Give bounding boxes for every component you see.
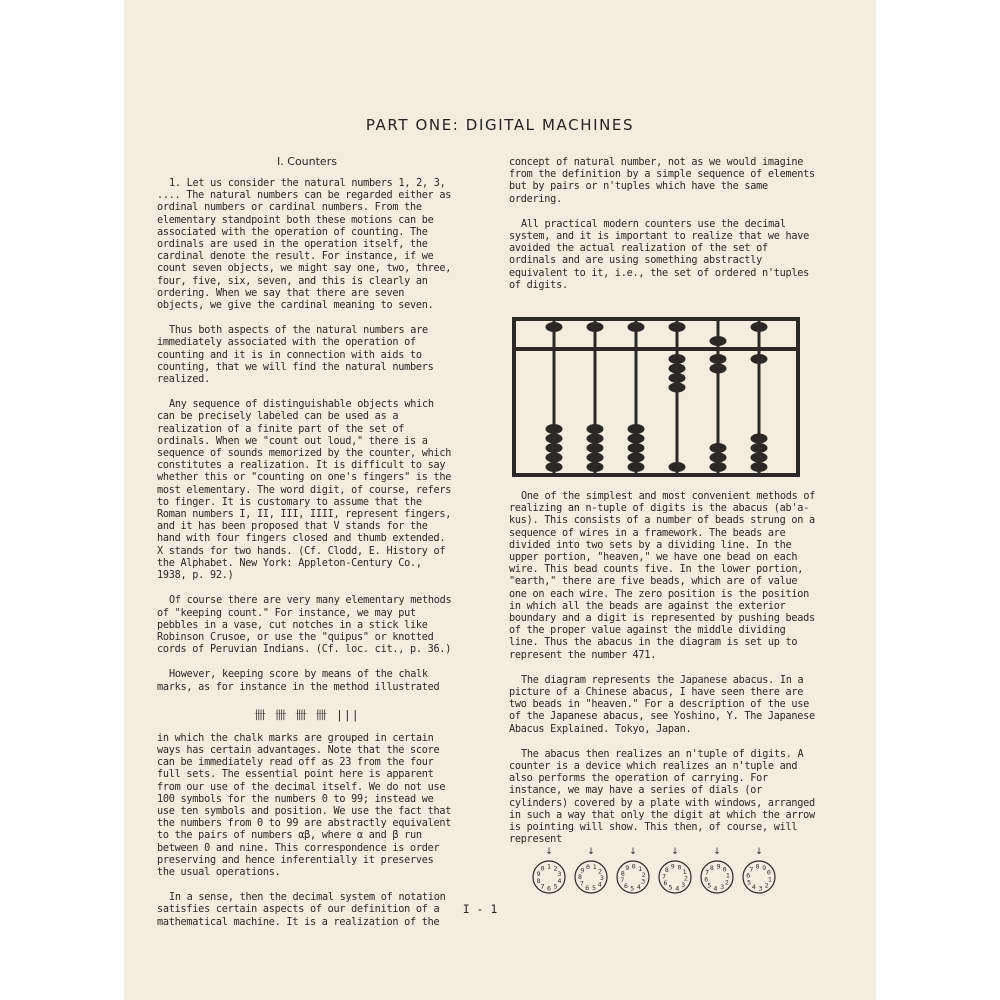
- paragraph: In a sense, then the decimal system of notation satisfies certain aspects of our definition of a mathematical machine. It is a realization of the: [157, 892, 446, 928]
- dial-digit: 0: [722, 865, 727, 874]
- earth-bead: [587, 462, 604, 472]
- dial-digit: 6: [746, 871, 751, 880]
- dial-digit: 2: [724, 878, 729, 887]
- right-column-lower: [509, 491, 819, 859]
- paragraph: The diagram represents the Japanese abacus. In a picture of a Chinese abacus, I have seen there are two beads in "heaven." For a description of the use of the Japanese abacus, see Yoshino, Y. The Japanese Abacus Explained. Tokyo, Japan.: [509, 674, 815, 735]
- paragraph: in which the chalk marks are grouped in certain ways has certain advantages. Note that the score can be immediately read off as 23 from the four full sets. The essential point here is apparent from our use of the decimal itself. We do not use 100 symbols for the numbers 0 to 99; instead we use ten symbols and position. We use the fact that the numbers from 0 to 99 are abstractly equivalent to the pairs of numbers αβ, where α and β run between 0 and nine. This correspondence is order preserving and hence inferentially it preserves the usual operations.: [157, 732, 452, 878]
- dial-digit: 3: [758, 884, 763, 893]
- heaven-bead: [669, 322, 686, 332]
- paragraph: Any sequence of distinguishable objects which can be precisely labeled can be used as a realization of a finite part of the set of ordinals. When we "count out loud," there is a sequence of sounds memorized by the counter, which constitutes a realization. It is difficult to say whether this or "counting on one's fingers" is the most elementary. The word digit, of course, refers to finger. It is customary to assume that the Roman numbers I, II, III, IIII, represent fingers, and it has been proposed that V stands for the hand with four fingers closed and thumb extended. X stands for two hands. (Cf. Clodd, E. History of the Alphabet. New York: Appleton-Century Co., 1938, p. 92.): [157, 399, 452, 582]
- heaven-bead: [751, 322, 768, 332]
- dial-digit: 9: [625, 864, 630, 873]
- dial-digit: 5: [553, 882, 558, 891]
- dial-digit: 4: [675, 884, 680, 893]
- earth-bead: [710, 443, 727, 453]
- dial-digit: 7: [662, 872, 667, 881]
- paragraph: All practical modern counters use the decimal system, and it is important to realize that we have avoided the actual realization of the set of ordinals and are using something abstractly equivalent to it, i.e., the set of ordered n'tuples of digits.: [509, 218, 810, 291]
- dial-digit: 0: [586, 862, 590, 871]
- paragraph: Of course there are very many elementary methods of "keeping count." For instance, we may put pebbles in a vase, cut notches in a stick like Robinson Crusoe, or use the "quipus" or knotted cords of Peruvian Indians. (Cf. loc. cit., p. 36.): [157, 595, 452, 656]
- dial-digit: 8: [620, 869, 625, 878]
- dial-digit: 6: [547, 884, 551, 893]
- dial-digit: 5: [707, 881, 712, 890]
- dial-digit: 5: [668, 883, 673, 892]
- dial-digit: 4: [557, 876, 562, 885]
- earth-bead: [628, 462, 645, 472]
- dial-digit: 6: [663, 879, 668, 887]
- paragraph: However, keeping score by means of the chalk marks, as for instance in the method illustrated: [157, 669, 440, 693]
- earth-bead: [587, 453, 604, 463]
- right-column: [509, 157, 819, 305]
- dial-digit: 1: [682, 868, 687, 876]
- paragraph: One of the simplest and most convenient methods of realizing an n-tuple of digits is the abacus (ab'a-kus). This consists of a number of beads strung on a sequence of wires in a framework. The beads are divided into two sets by a dividing line. In the upper portion, "heaven," we have one bead on each wire. This bead counts five. In the lower portion, "earth," there are five beads, which are of value one on each wire. The zero position is the position in which all the beads are against the exterior boundary and a digit is represented by pushing beads of the proper value against the middle dividing line. Thus the abacus in the diagram is set up to represent the number 471.: [509, 491, 816, 661]
- dial-arrow-icon: ↓: [671, 847, 679, 857]
- dial-digit: 2: [641, 870, 646, 879]
- dial-digit: 4: [636, 882, 641, 891]
- dial-digit: 3: [681, 880, 686, 889]
- dial-digit: 7: [620, 876, 625, 885]
- dial-digit: 6: [585, 883, 590, 892]
- dial-digit: 9: [762, 863, 767, 872]
- dial-digit: 6: [623, 881, 628, 890]
- dial-digit: 0: [766, 868, 771, 877]
- counter-dials: [531, 845, 781, 897]
- dial-digit: 8: [536, 876, 541, 885]
- dial-digit: 7: [749, 865, 754, 874]
- earth-bead: [751, 434, 768, 444]
- earth-bead: [669, 462, 686, 472]
- earth-bead: [587, 434, 604, 444]
- dial-digit: 0: [677, 863, 682, 872]
- dial-arrow-icon: ↓: [587, 847, 595, 857]
- dial-digit: 2: [553, 864, 558, 873]
- paragraph: concept of natural number, not as we would imagine from the definition by a simple sequence of elements but by pairs or n'tuples which have the same ordering.: [509, 157, 815, 205]
- earth-bead: [751, 462, 768, 472]
- dial-digit: 5: [592, 884, 596, 893]
- dial-digit: 5: [747, 878, 752, 887]
- earth-bead: [546, 424, 563, 434]
- dial-digit: 1: [638, 865, 643, 874]
- abacus-diagram: [512, 317, 802, 479]
- earth-bead: [751, 354, 768, 364]
- dial-digit: 8: [578, 873, 582, 882]
- earth-bead: [751, 453, 768, 463]
- dial-digit: 9: [536, 870, 541, 879]
- dial-arrow-icon: ↓: [545, 847, 553, 857]
- dial-digit: 3: [600, 873, 604, 882]
- dial-digit: 2: [598, 867, 603, 876]
- heaven-bead: [710, 336, 727, 346]
- dial-digit: 0: [631, 862, 636, 871]
- dial-digit: 1: [725, 871, 730, 880]
- earth-bead: [628, 453, 645, 463]
- dial-digit: 3: [720, 883, 725, 892]
- dial-digit: 1: [547, 862, 551, 871]
- dial-digit: 1: [592, 863, 597, 872]
- heaven-bead: [628, 322, 645, 332]
- dial-digit: 3: [641, 877, 646, 886]
- earth-bead: [669, 354, 686, 364]
- dial-digit: 7: [705, 868, 710, 877]
- earth-bead: [710, 364, 727, 374]
- dial-arrow-icon: ↓: [629, 847, 637, 857]
- earth-bead: [628, 434, 645, 444]
- dial-digit: 4: [597, 880, 602, 889]
- earth-bead: [587, 424, 604, 434]
- left-column: [157, 155, 457, 942]
- earth-bead: [546, 443, 563, 453]
- dial-digit: 4: [713, 884, 718, 893]
- dial-digit: 1: [767, 875, 772, 884]
- earth-bead: [669, 373, 686, 383]
- earth-bead: [628, 424, 645, 434]
- section-heading: I. Counters: [277, 155, 337, 168]
- dial-arrow-icon: ↓: [755, 847, 763, 857]
- dial-digit: 7: [540, 882, 545, 891]
- dial-digit: 8: [755, 862, 760, 871]
- dial-digit: 4: [751, 883, 756, 892]
- dial-digit: 0: [540, 864, 545, 873]
- heaven-bead: [546, 322, 563, 332]
- paragraph: Thus both aspects of the natural numbers are immediately associated with the operation of counting and it is in connection with aids to counting, that we will find the natural numbers realized.: [157, 325, 434, 386]
- earth-bead: [628, 443, 645, 453]
- dial-digit: 2: [683, 874, 688, 883]
- dial-digit: 9: [716, 862, 721, 871]
- dial-digit: 2: [764, 881, 769, 890]
- dial-arrow-icon: ↓: [713, 847, 721, 857]
- earth-bead: [669, 383, 686, 393]
- earth-bead: [546, 453, 563, 463]
- dial-digit: 7: [579, 879, 584, 888]
- earth-bead: [546, 434, 563, 444]
- earth-bead: [587, 443, 604, 453]
- dial-digit: 9: [580, 866, 585, 875]
- dial-digit: 6: [704, 875, 709, 884]
- dial-digit: 5: [630, 884, 635, 893]
- page-title: PART ONE: DIGITAL MACHINES: [365, 116, 635, 134]
- dial-digit: 8: [709, 863, 714, 872]
- earth-bead: [710, 453, 727, 463]
- tally-marks: 卌 卌 卌 卌 |||: [254, 707, 360, 722]
- page-number: I - 1: [462, 902, 498, 916]
- earth-bead: [546, 462, 563, 472]
- dial-digit: 9: [670, 862, 675, 871]
- dial-digit: 3: [557, 870, 562, 879]
- dial-digit: 8: [664, 866, 669, 875]
- earth-bead: [710, 354, 727, 364]
- earth-bead: [669, 364, 686, 374]
- earth-bead: [710, 462, 727, 472]
- earth-bead: [751, 443, 768, 453]
- heaven-bead: [587, 322, 604, 332]
- paragraph: 1. Let us consider the natural numbers 1, 2, 3, .... The natural numbers can be regarded either as ordinal numbers or cardinal numbers. From the elementary standpoint both these motions can be associated with the operation of counting. The ordinals are used in the operation itself, the cardinal denote the result. For instance, if we count seven objects, we might say one, two, three, four, five, six, seven, and this is clearly an ordering. When we say that there are seven objects, we give the cardinal meaning to seven.: [157, 178, 452, 312]
- paragraph: The abacus then realizes an n'tuple of digits. A counter is a device which realizes an n'tuple and also performs the operation of carrying. For instance, we may have a series of dials (or cylinders) covered by a plate with windows, arranged in such a way that only the digit at which the arrow is pointing will show. This then, of course, will represent: [509, 748, 815, 846]
- document-page: [124, 0, 876, 1000]
